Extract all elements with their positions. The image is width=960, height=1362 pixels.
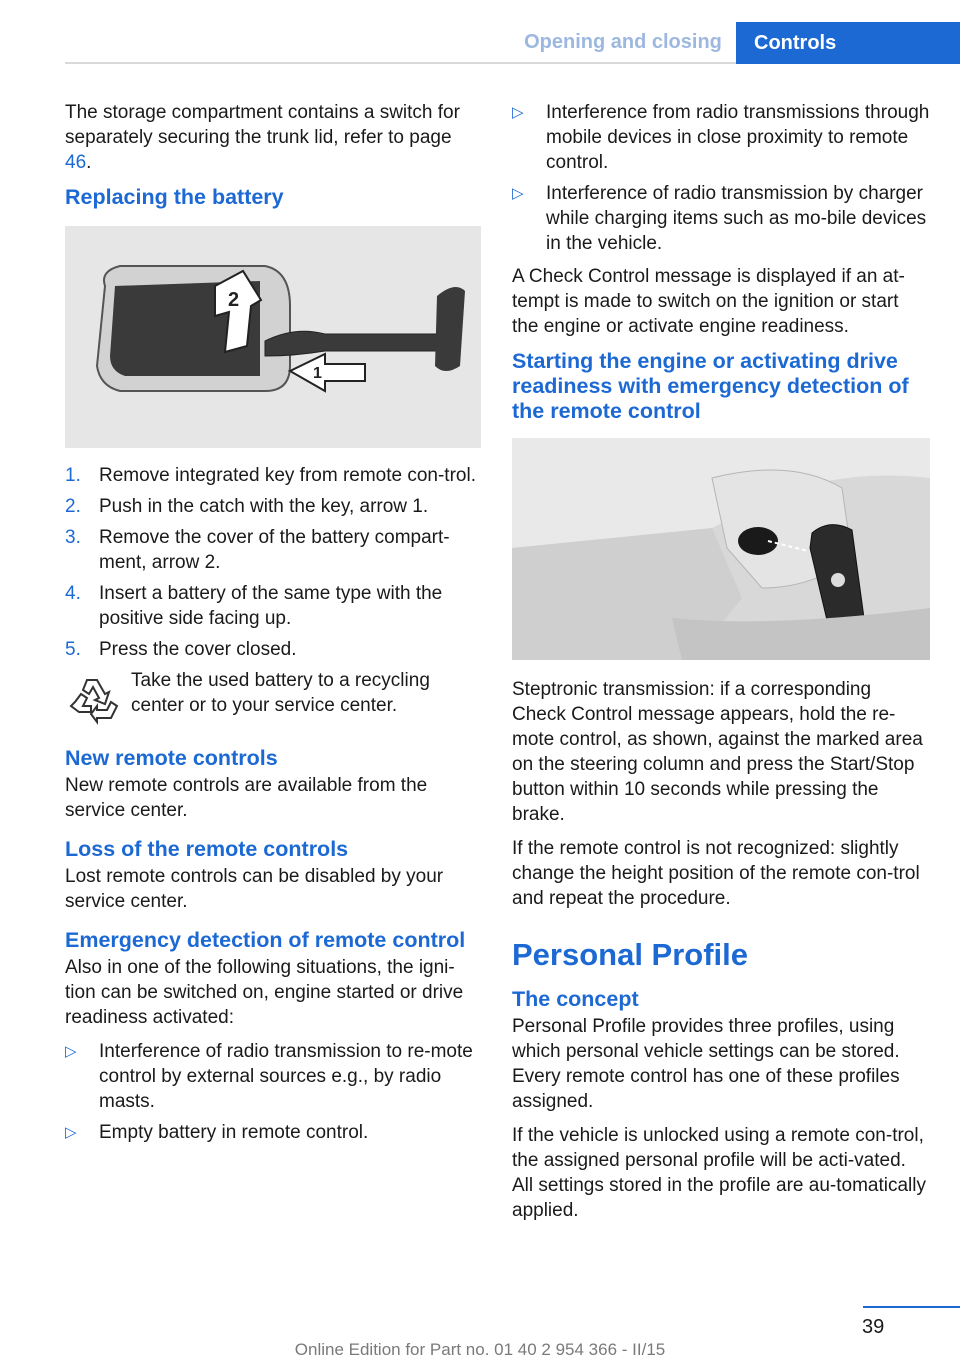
triangle-bullet-icon: ▷ — [512, 185, 524, 202]
triangle-bullet-icon: ▷ — [65, 1124, 77, 1141]
recycling-icon — [65, 672, 119, 726]
list-item — [512, 100, 930, 175]
arrow-1-label: 1 — [313, 365, 322, 382]
triangle-bullet-icon: ▷ — [65, 1043, 77, 1060]
unlock-text: If the vehicle is unlocked using a remote con-trol, the assigned personal profile will be acti-vated. All settings stored in the profile are au-tomatically applied. — [512, 1125, 926, 1221]
concept-heading: The concept — [512, 987, 639, 1011]
step-item — [65, 637, 481, 662]
emergency-text: Also in one of the following situations, the igni-tion can be switched on, engine started or drive readiness activated: — [65, 957, 464, 1028]
new-remote-heading: New remote controls — [65, 746, 278, 770]
step-text: Push in the catch with the key, arrow 1. — [99, 496, 429, 517]
step-text: Remove the cover of the battery compart-ment, arrow 2. — [99, 527, 450, 573]
left-column — [65, 100, 481, 1153]
battery-steps-list — [65, 463, 481, 662]
bullet-text: Interference of radio transmission to re-mote control by external sources e.g., by radio masts. — [99, 1041, 473, 1112]
step-item — [65, 581, 481, 631]
concept-text: Personal Profile provides three profiles, using which personal vehicle settings can be stored. Every remote control has one of these profiles assigned. — [512, 1016, 900, 1112]
emergency-heading: Emergency detection of remote control — [65, 928, 466, 952]
step-number: 3. — [65, 527, 81, 548]
intro-text: The storage compartment contains a switch for separately securing the trunk lid, refer to page — [65, 102, 460, 148]
recycling-note — [65, 668, 481, 726]
battery-replacement-illustration — [65, 226, 481, 448]
page-46-link[interactable]: 46 — [65, 152, 87, 173]
step-number: 5. — [65, 639, 81, 660]
recycling-text: Take the used battery to a recycling center or to your service center. — [131, 670, 430, 716]
loss-remote-text: Lost remote controls can be disabled by your service center. — [65, 866, 444, 912]
replacing-battery-heading: Replacing the battery — [65, 185, 284, 209]
footer-rule — [863, 1306, 960, 1308]
loss-remote-heading: Loss of the remote controls — [65, 837, 349, 861]
bullet-text: Interference of radio transmission by charger while charging items such as mo-bile devices in the vehicle. — [546, 183, 927, 254]
step-number: 4. — [65, 583, 81, 604]
header-chapter-tab[interactable]: Controls — [736, 22, 960, 64]
bullet-text: Interference from radio transmissions through mobile devices in close proximity to remote control. — [546, 102, 930, 173]
step-text: Remove integrated key from remote con-trol. — [99, 465, 476, 486]
step-number: 2. — [65, 496, 81, 517]
check-control-text: A Check Control message is displayed if an at-tempt is made to switch on the ignition or start the engine or activate engine readiness. — [512, 266, 905, 337]
starting-engine-heading: Starting the engine or activating drive readiness with emergency detection of the remote control — [512, 349, 909, 423]
list-item — [65, 1039, 481, 1114]
new-remote-text: New remote controls are available from the service center. — [65, 775, 428, 821]
bmw-logo-icon — [831, 573, 845, 587]
edition-footer: Online Edition for Part no. 01 40 2 954 366 - II/15 — [294, 1340, 666, 1359]
intro-paragraph — [65, 100, 481, 175]
step-number: 1. — [65, 465, 81, 486]
not-recognized-text: If the remote control is not recognized: slightly change the height position of the remote con-trol and repeat the procedure. — [512, 838, 920, 909]
step-text: Press the cover closed. — [99, 639, 297, 660]
personal-profile-title: Personal Profile — [512, 937, 749, 972]
page-number: 39 — [862, 1316, 885, 1338]
emergency-bullets-left — [65, 1039, 481, 1145]
bullet-text: Empty battery in remote control. — [99, 1122, 369, 1143]
key-head — [435, 287, 465, 371]
step-text: Insert a battery of the same type with the positive side facing up. — [99, 583, 443, 629]
arrow-2-label: 2 — [228, 289, 240, 311]
step-item — [65, 463, 481, 488]
emergency-bullets-right — [512, 100, 930, 256]
step-item — [65, 525, 481, 575]
list-item — [512, 181, 930, 256]
list-item — [65, 1120, 481, 1145]
triangle-bullet-icon: ▷ — [512, 104, 524, 121]
header-section-tab[interactable]: Opening and closing — [524, 30, 722, 53]
right-column — [512, 100, 930, 1232]
step-item — [65, 494, 481, 519]
steering-column-illustration — [512, 438, 930, 660]
steptronic-text: Steptronic transmission: if a corresponding Check Control message appears, hold the re-mote control, as shown, against the marked area on the steering column and press the Start/Stop button within 10 seconds while pressing the brake. — [512, 679, 923, 825]
intro-end: . — [86, 152, 92, 173]
